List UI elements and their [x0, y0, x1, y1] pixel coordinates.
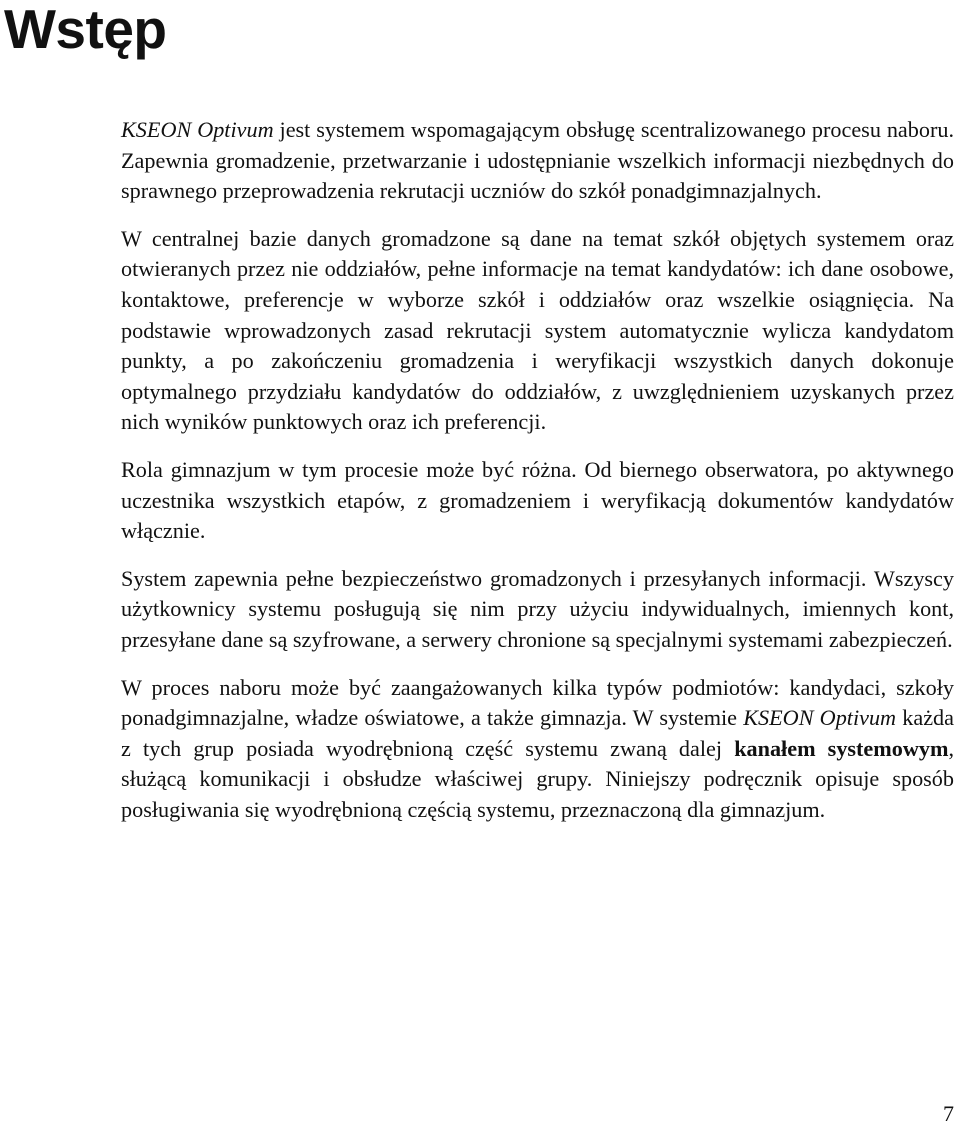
paragraph-school-role: Rola gimnazjum w tym procesie może być różna. Od biernego obserwatora, po aktywnego uczestnika wszystkich etapów, z gromadzeniem i weryfikacją dokumentów kandydatów włącznie.	[121, 456, 954, 544]
product-name: KSEON Optivum	[121, 117, 274, 142]
term-emphasis: kanałem systemowym	[734, 735, 949, 761]
paragraph-text: jest systemem wspomagającym obsługę scentralizowanego procesu naboru. Zapewnia gromadzenie, przetwarzanie i udostępnianie wszelkich informacji niezbędnych do sprawnego przeprowadzenia rekrutacji uczniów do szkół ponadgimnazjalnych.	[121, 117, 954, 204]
page-heading: Wstęp	[4, 0, 167, 60]
paragraph-text: , służącą komunikacji i obsłudze właściwej grupy. Niniejszy podręcznik opisuje sposób posługiwania się wyodrębnioną częścią systemu, przeznaczoną dla gimnazjum.	[121, 735, 955, 822]
paragraph-intro	[121, 115, 954, 207]
paragraph-text: każda z tych grup posiada wyodrębnioną część systemu zwaną dalej	[121, 705, 954, 761]
paragraph-text: W proces naboru może być zaangażowanych kilka typów podmiotów: kandydaci, szkoły ponadgimnazjalne, władze oświatowe, a także gimnazja. W systemie	[121, 674, 954, 731]
paragraph-participants	[121, 673, 954, 826]
paragraph-security: System zapewnia pełne bezpieczeństwo gromadzonych i przesyłanych informacji. Wszyscy użytkownicy systemu posługują się nim przy użyciu indywidualnych, imiennych kont, przesyłane dane są szyfrowane, a serwery chronione są specjalnymi systemami zabezpieczeń.	[121, 565, 954, 652]
paragraph-central-database: W centralnej bazie danych gromadzone są dane na temat szkół objętych systemem oraz otwieranych przez nie oddziałów, pełne informacje na temat kandydatów: ich dane osobowe, kontaktowe, preferencje w wyborze szkół i oddziałów oraz wszelkie osiągnięcia. Na podstawie wprowadzonych zasad rekrutacji system automatycznie wylicza kandydatom punkty, a po zakończeniu gromadzenia i weryfikacji wszystkich danych dokonuje optymalnego przydziału kandydatów do oddziałów, z uwzględnieniem uzyskanych przez nich wyników punktowych oraz ich preferencji.	[121, 225, 954, 435]
product-name: KSEON Optivum	[743, 705, 897, 731]
page-number: 7	[943, 1101, 954, 1126]
document-body	[121, 115, 954, 842]
